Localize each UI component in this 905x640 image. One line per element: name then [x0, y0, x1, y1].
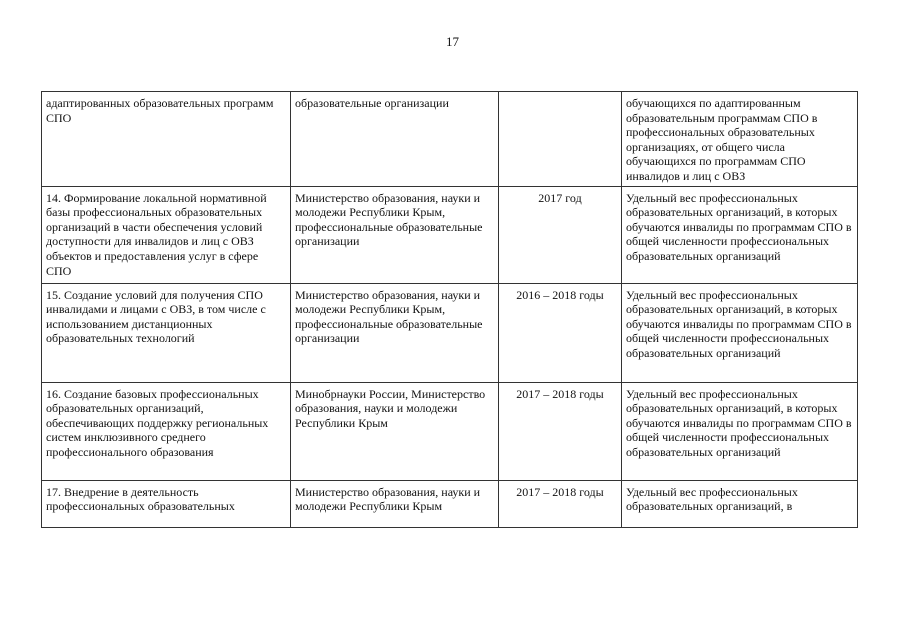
- table-row: [42, 283, 858, 382]
- measure-text: 15. Создание условий для получения СПО инвалидами и лицами с ОВЗ, в том числе с использованием дистанционных образовательных технологий: [46, 287, 266, 346]
- measure-cell: [42, 92, 291, 187]
- measure-text: 14. Формирование локальной нормативной базы профессиональных образовательных организаций в части обеспечения условий доступности для инвалидов и лиц с ОВЗ объектов и предоставления услуг в сфере СПО: [46, 190, 267, 278]
- measure-cell: [42, 382, 291, 480]
- executor-cell: [291, 283, 499, 382]
- measure-text: 16. Создание базовых профессиональных образовательных организаций, обеспечивающих поддержку региональных систем инклюзивного среднего профессионального образования: [46, 386, 269, 459]
- period-cell: [499, 186, 622, 283]
- measure-cell: [42, 480, 291, 527]
- table-row: [42, 92, 858, 187]
- executor-cell: [291, 480, 499, 527]
- indicator-text: Удельный вес профессиональных образовательных организаций, в которых обучаются инвалиды по программам СПО в общей численности профессиональных образовательных организаций: [626, 386, 852, 459]
- measure-cell: [42, 283, 291, 382]
- executor-text: Министерство образования, науки и молодежи Республики Крым: [295, 484, 481, 514]
- indicator-cell: [622, 283, 858, 382]
- period-text: 2017 – 2018 годы: [516, 386, 604, 401]
- measure-text: адаптированных образовательных программ СПО: [46, 96, 274, 125]
- table-row: [42, 382, 858, 480]
- indicator-cell: [622, 382, 858, 480]
- executor-cell: [291, 382, 499, 480]
- table-row: [42, 186, 858, 283]
- executor-text: образовательные организации: [295, 96, 449, 110]
- period-text: 2017 – 2018 годы: [516, 484, 604, 499]
- executor-cell: [291, 92, 499, 187]
- period-cell: [499, 480, 622, 527]
- indicator-text: обучающихся по адаптированным образовательным программам СПО в профессиональных образовательных организациях, от общего числа обучающихся по программам СПО инвалидов и лиц с ОВЗ: [626, 96, 818, 183]
- executor-text: Министерство образования, науки и молодежи Республики Крым, профессиональные образовательные организации: [295, 287, 483, 346]
- period-cell: [499, 283, 622, 382]
- indicator-text: Удельный вес профессиональных образовательных организаций, в которых обучаются инвалиды по программам СПО в общей численности профессиональных образовательных организаций: [626, 190, 852, 263]
- measure-cell: [42, 186, 291, 283]
- table-row: [42, 480, 858, 527]
- executor-text: Минобрнауки России, Министерство образования, науки и молодежи Республики Крым: [295, 386, 486, 430]
- indicator-cell: [622, 480, 858, 527]
- period-text: 2016 – 2018 годы: [516, 287, 604, 302]
- executor-cell: [291, 186, 499, 283]
- indicator-cell: [622, 186, 858, 283]
- page-number: 17: [446, 34, 459, 49]
- indicator-text: Удельный вес профессиональных образовательных организаций, в: [626, 484, 798, 514]
- measure-text: 17. Внедрение в деятельность профессиональных образовательных: [46, 484, 235, 514]
- period-text: 2017 год: [538, 190, 582, 205]
- period-cell: [499, 382, 622, 480]
- period-cell: [499, 92, 622, 187]
- indicator-text: Удельный вес профессиональных образовательных организаций, в которых обучаются инвалиды по программам СПО в общей численности профессиональных образовательных организаций: [626, 287, 852, 360]
- executor-text: Министерство образования, науки и молодежи Республики Крым, профессиональные образовательные организации: [295, 190, 483, 249]
- indicator-cell: [622, 92, 858, 187]
- measures-table: [41, 91, 858, 528]
